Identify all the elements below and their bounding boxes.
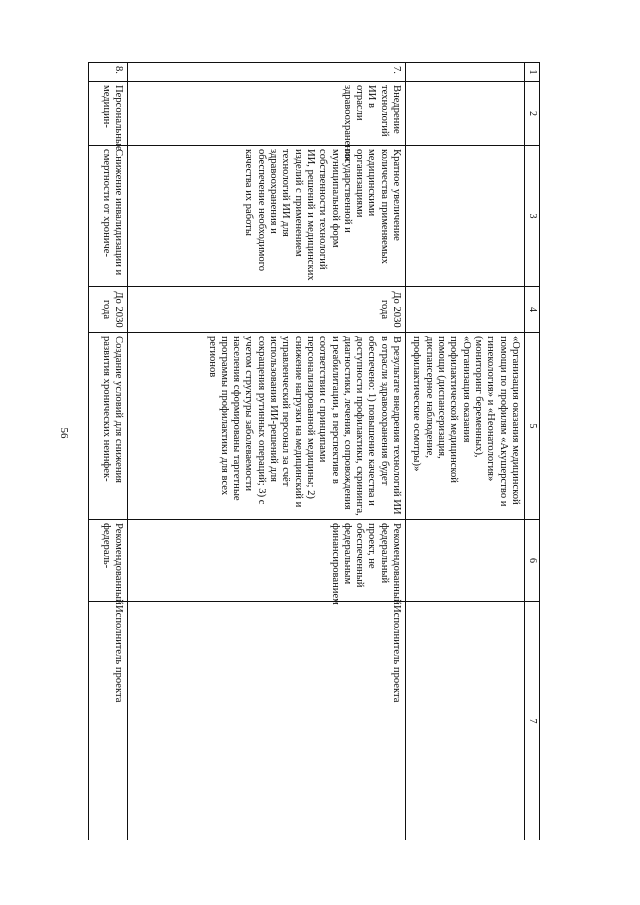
column-header: 2: [524, 82, 539, 146]
column-number-row: [524, 63, 539, 841]
cell-deadline: До 2030 года: [128, 287, 406, 333]
cell-goal: Снижение инвалидизации и смертности от хрониче-: [89, 146, 128, 287]
cell-empty: [406, 287, 525, 333]
cell-result: «Организация оказания медицинской помощи по профилям «Акушерство и гинекология» и «Неонатология» (мониторинг беременных), «Организация оказания профилактической медицинской помощи (диспансеризация, диспансерное наблюдение, профилактические осмотры)»: [406, 333, 525, 520]
cell-status: Рекомендованный федераль-: [89, 520, 128, 602]
measures-table: [88, 62, 540, 840]
cell-result: В результате внедрения технологий ИИ в отрасли здравоохранения будет обеспечено: 1) повышение качества и доступности профилактики, скрининга, диагностики, лечения, сопровождения и реабилитации, в перспективе в соответствии с принципами персонализированной медицины; 2) снижение нагрузки на медицинский и управленческий персонал за счёт использования ИИ-решений для сокращения рутинных операций; 3) с учетом структуры заболеваемости населения сформированы таргетные программы профилактики для всех регионов: [128, 333, 406, 520]
column-header: 4: [524, 287, 539, 333]
cell-empty: [406, 520, 525, 602]
cell-empty: [406, 82, 525, 146]
cell-empty: [406, 602, 525, 841]
column-header: 5: [524, 333, 539, 520]
table-row: [89, 63, 128, 841]
cell-result: Создание условий для снижения развития хронических неинфек-: [89, 333, 128, 520]
rotated-page: [88, 62, 540, 840]
column-header: 3: [524, 146, 539, 287]
cell-executor: Исполнитель проекта: [128, 602, 406, 841]
table-row: [406, 63, 525, 841]
cell-project-name: Внедрение технологий ИИ в отрасли здравоохранения: [128, 82, 406, 146]
cell-executor: Исполнитель проекта: [89, 602, 128, 841]
cell-empty: [406, 63, 525, 82]
cell-status: Рекомендованный федеральный проект, не обеспеченный федеральным финансированием: [128, 520, 406, 602]
table-row: [128, 63, 406, 841]
cell-project-name: Персональные медицин-: [89, 82, 128, 146]
cell-deadline: До 2030 года: [89, 287, 128, 333]
cell-number: 7.: [128, 63, 406, 82]
column-header: 1: [524, 63, 539, 82]
cell-number: 8.: [89, 63, 128, 82]
column-header: 6: [524, 520, 539, 602]
table-container: [88, 62, 540, 840]
cell-empty: [406, 146, 525, 287]
cell-goal: Кратное увеличение количества применяемых медицинскими организациями государственной и муниципальной форм собственности технологий ИИ, решений и медицинских изделий с применением технологий ИИ для здравоохранения и обеспечение необходимого качества их работы: [128, 146, 406, 287]
page-number: 56: [58, 427, 70, 439]
column-header: 7: [524, 602, 539, 841]
